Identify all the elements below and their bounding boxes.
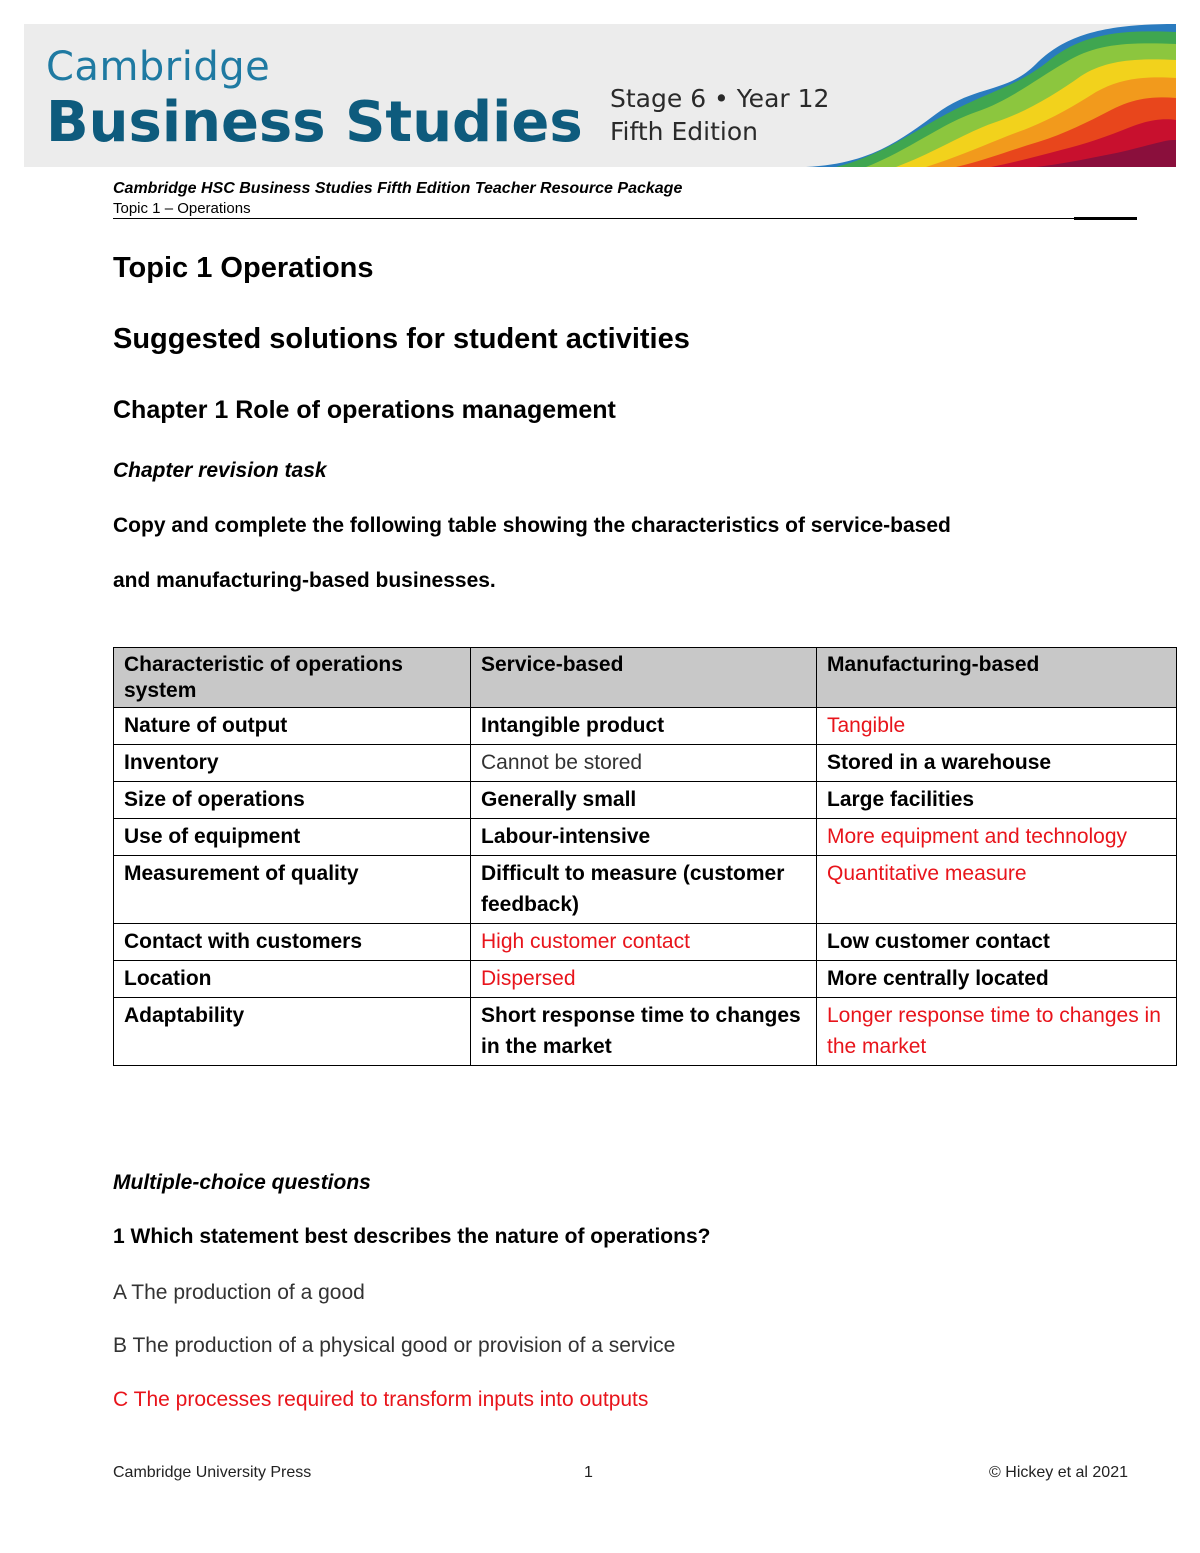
cell-characteristic: Inventory xyxy=(114,745,471,782)
table-row xyxy=(114,819,1177,856)
mcq-heading: Multiple-choice questions xyxy=(113,1171,371,1194)
footer-page-number: 1 xyxy=(584,1464,593,1481)
column-header-manufacturing: Manufacturing-based xyxy=(817,648,1177,708)
option-b: B The production of a physical good or provision of a service xyxy=(113,1334,676,1357)
cell-characteristic: Size of operations xyxy=(114,782,471,819)
footer-copyright: © Hickey et al 2021 xyxy=(989,1464,1128,1481)
header-divider-accent xyxy=(1074,217,1137,220)
cell-service: Labour-intensive xyxy=(471,819,817,856)
instruction-line-2: and manufacturing-based businesses. xyxy=(113,569,496,592)
table-row xyxy=(114,924,1177,961)
table-row xyxy=(114,856,1177,924)
title-banner xyxy=(24,24,1176,167)
topic-heading: Topic 1 Operations xyxy=(113,252,374,284)
rainbow-wave-artwork xyxy=(806,24,1176,167)
cell-characteristic: Nature of output xyxy=(114,708,471,745)
resource-package-title: Cambridge HSC Business Studies Fifth Edition Teacher Resource Package xyxy=(113,180,683,197)
brand-name-large: Business Studies xyxy=(46,90,583,155)
table-row xyxy=(114,998,1177,1066)
cell-manufacturing-answer: More equipment and technology xyxy=(817,819,1177,856)
stage-year-label: Stage 6 • Year 12 xyxy=(610,84,830,113)
header-divider xyxy=(113,218,1137,219)
option-a: A The production of a good xyxy=(113,1281,365,1304)
cell-characteristic: Measurement of quality xyxy=(114,856,471,924)
edition-label: Fifth Edition xyxy=(610,117,758,146)
cell-service: Difficult to measure (customer feedback) xyxy=(471,856,817,924)
cell-manufacturing-answer: Quantitative measure xyxy=(817,856,1177,924)
cell-service: Cannot be stored xyxy=(471,745,817,782)
chapter-heading: Chapter 1 Role of operations management xyxy=(113,396,616,424)
cell-service-answer: Dispersed xyxy=(471,961,817,998)
cell-manufacturing: More centrally located xyxy=(817,961,1177,998)
brand-name-small: Cambridge xyxy=(46,44,271,90)
cell-manufacturing: Low customer contact xyxy=(817,924,1177,961)
cell-service-answer: High customer contact xyxy=(471,924,817,961)
cell-characteristic: Location xyxy=(114,961,471,998)
table-row xyxy=(114,782,1177,819)
running-header-topic: Topic 1 – Operations xyxy=(113,200,251,217)
cell-manufacturing: Large facilities xyxy=(817,782,1177,819)
question-1: 1 Which statement best describes the nature of operations? xyxy=(113,1225,711,1248)
footer-publisher: Cambridge University Press xyxy=(113,1464,312,1481)
table-row xyxy=(114,961,1177,998)
column-header-characteristic: Characteristic of operations system xyxy=(114,648,471,708)
instruction-line-1: Copy and complete the following table showing the characteristics of service-based xyxy=(113,514,951,537)
cell-manufacturing: Stored in a warehouse xyxy=(817,745,1177,782)
revision-task-heading: Chapter revision task xyxy=(113,459,327,482)
cell-characteristic: Use of equipment xyxy=(114,819,471,856)
table-row xyxy=(114,745,1177,782)
cell-manufacturing-answer: Tangible xyxy=(817,708,1177,745)
cell-service: Short response time to changes in the market xyxy=(471,998,817,1066)
characteristics-table xyxy=(113,647,1177,1066)
cell-characteristic: Adaptability xyxy=(114,998,471,1066)
cell-service: Intangible product xyxy=(471,708,817,745)
suggested-solutions-heading: Suggested solutions for student activities xyxy=(113,323,690,355)
cell-manufacturing-answer: Longer response time to changes in the market xyxy=(817,998,1177,1066)
option-c-correct-answer: C The processes required to transform inputs into outputs xyxy=(113,1388,649,1411)
table-header-row xyxy=(114,648,1177,708)
cell-characteristic: Contact with customers xyxy=(114,924,471,961)
cell-service: Generally small xyxy=(471,782,817,819)
table-row xyxy=(114,708,1177,745)
column-header-service: Service-based xyxy=(471,648,817,708)
